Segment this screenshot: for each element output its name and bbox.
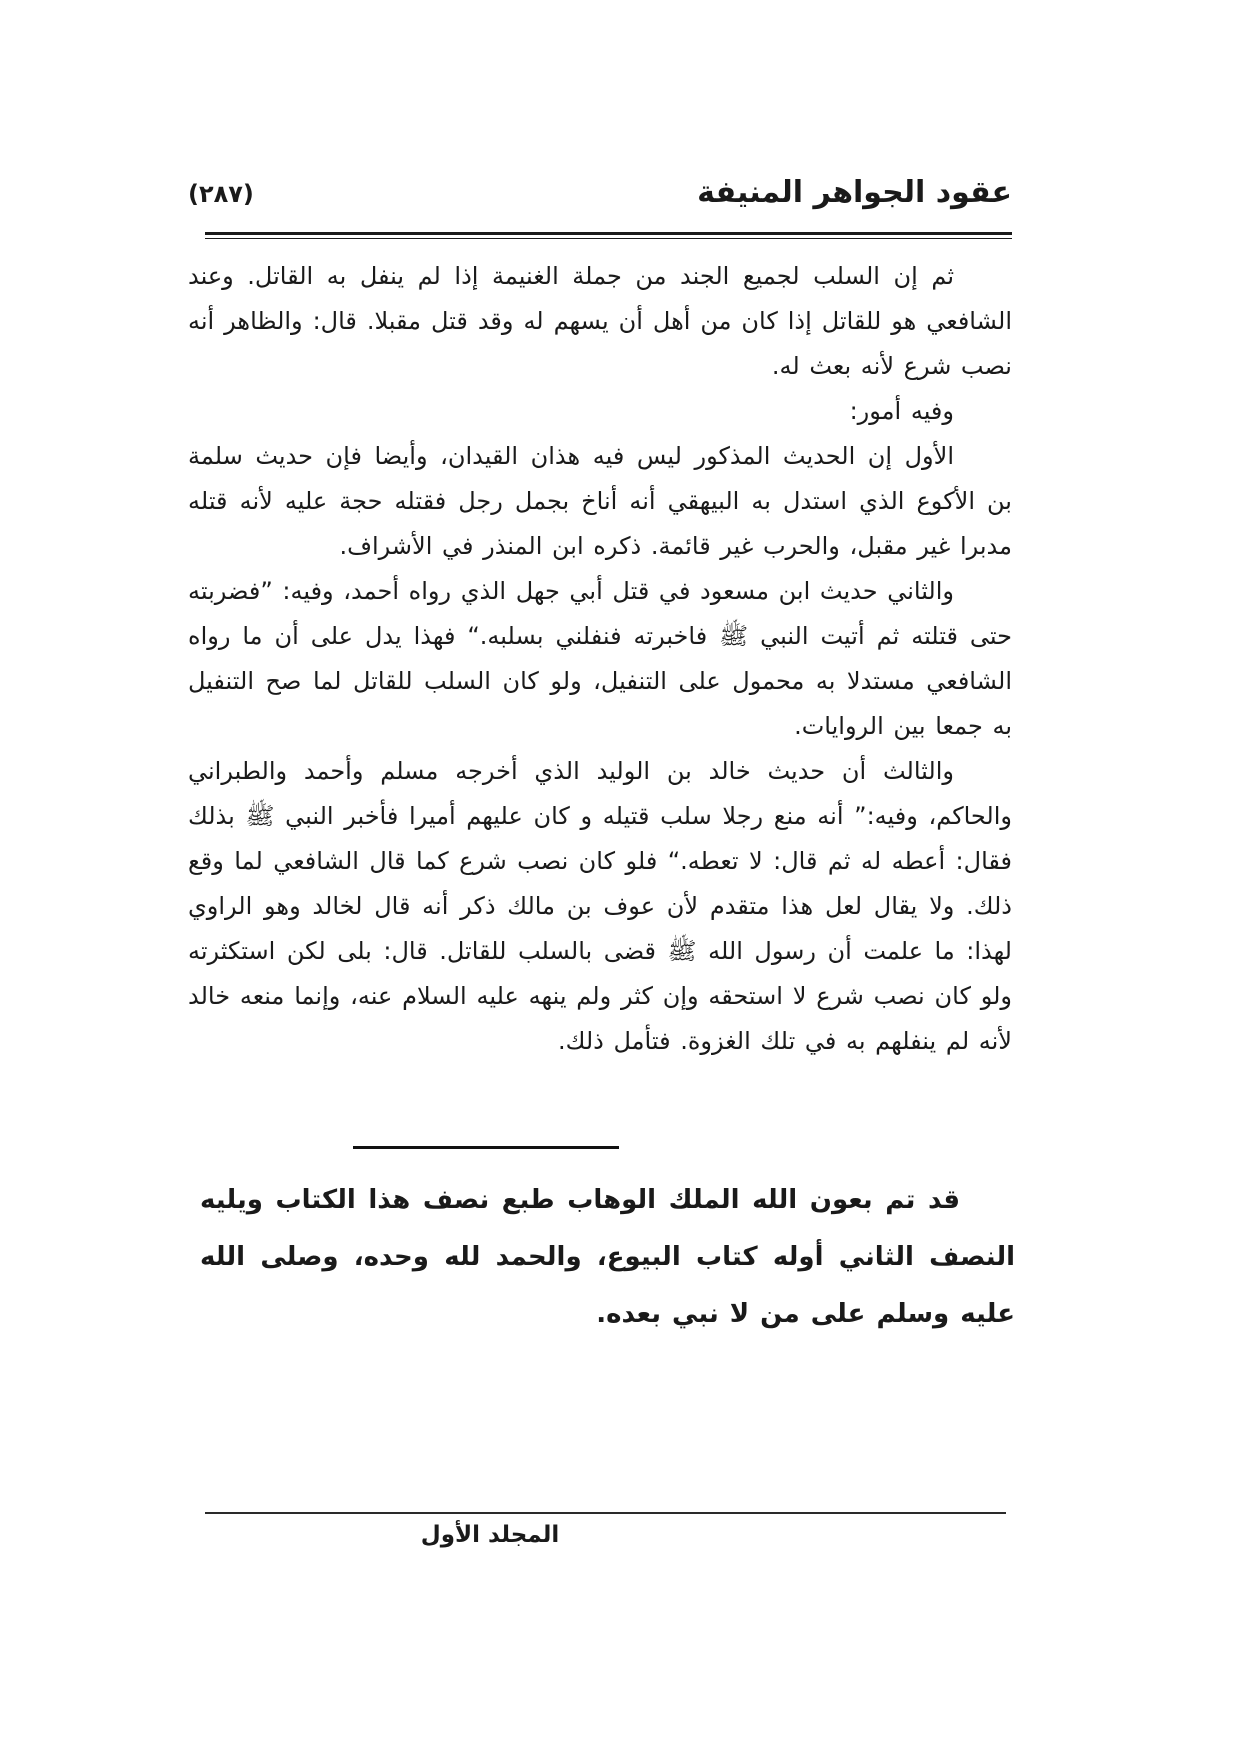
body-paragraph: وفيه أمور: (849, 397, 954, 425)
footer-divider (205, 1512, 1006, 1514)
colophon (200, 1172, 1015, 1343)
section-separator (353, 1146, 619, 1149)
colophon-text: قد تم بعون الله الملك الوهاب طبع نصف هذا الكتاب ويليه النصف الثاني أوله كتاب البيوع، والحمد لله وحده، وصلى الله عليه وسلم على من لا نبي بعده. (200, 1185, 1015, 1329)
page-header (188, 158, 1012, 210)
body-paragraph: والثالث أن حديث خالد بن الوليد الذي أخرجه مسلم وأحمد والطبراني والحاكم، وفيه:” أنه منع رجلا سلب قتيله و كان عليهم أميرا فأخبر النبي ﷺ بذلك فقال: أعطه له ثم قال: لا تعطه.“ فلو كان نصب شرع كما قال الشافعي لما وقع ذلك. ولا يقال لعل هذا متقدم لأن عوف بن مالك ذكر أنه قال لخالد وهو الراوي لهذا: ما علمت أن رسول الله ﷺ قضى بالسلب للقاتل. قال: بلى لكن استكثرته ولو كان نصب شرع لا استحقه وإن كثر ولم ينهه عليه السلام عنه، وإنما منعه خالد لأنه لم ينفلهم به في تلك الغزوة. فتأمل ذلك. (188, 757, 1012, 1055)
volume-label: المجلد الأول (420, 1522, 560, 1548)
book-title: عقود الجواهر المنيفة (697, 175, 1012, 210)
body-paragraph: والثاني حديث ابن مسعود في قتل أبي جهل الذي رواه أحمد، وفيه: ”فضربته حتى قتلته ثم أتيت النبي ﷺ فاخبرته فنفلني بسلبه.“ فهذا يدل على أن ما رواه الشافعي مستدلا به محمول على التنفيل، ولو كان السلب للقاتل لما صح التنفيل به جمعا بين الروايات. (188, 577, 1012, 740)
header-divider (205, 232, 1012, 239)
body-text (188, 254, 1012, 1064)
body-paragraph: الأول إن الحديث المذكور ليس فيه هذان القيدان، وأيضا فإن حديث سلمة بن الأكوع الذي استدل به البيهقي أنه أناخ بجمل رجل فقتله حجة عليه لأنه قتله مدبرا غير مقبل، والحرب غير قائمة. ذكره ابن المنذر في الأشراف. (188, 442, 1012, 560)
body-paragraph: ثم إن السلب لجميع الجند من جملة الغنيمة إذا لم ينفل به القاتل. وعند الشافعي هو للقاتل إذا كان من أهل أن يسهم له وقد قتل مقبلا. قال: والظاهر أنه نصب شرع لأنه بعث له. (188, 262, 1012, 380)
page-number: (٢٨٧) (188, 180, 254, 208)
